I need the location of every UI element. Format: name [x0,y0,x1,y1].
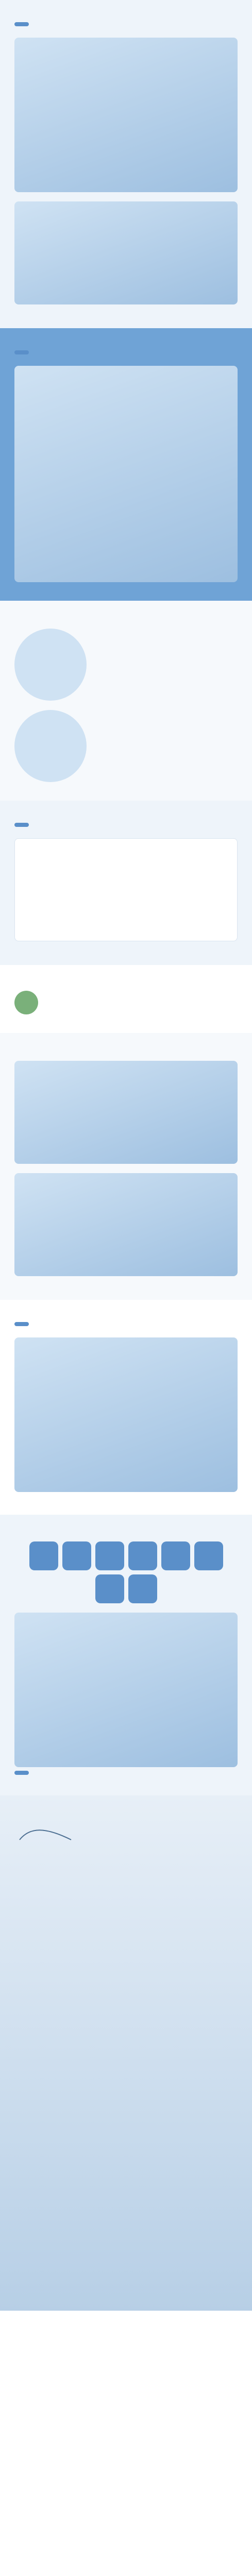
campaign-tile [128,1541,157,1570]
point-badge [14,823,29,827]
product-photo [14,38,238,192]
test-result-chart [14,838,238,941]
check-badge [14,1322,29,1326]
campaign-tile [29,1541,58,1570]
campaign-section [0,1515,252,1795]
vegan-badge-icon [14,991,38,1014]
point-3-section [0,0,252,328]
texture-photo-2 [14,1173,238,1276]
container-photo [14,1337,238,1492]
campaign-tile [194,1541,223,1570]
campaign-tile [95,1541,124,1570]
point-badge [14,22,29,26]
campaign-tile [62,1541,91,1570]
point-badge [14,350,29,354]
step-image [14,710,87,782]
ingredients-section [0,965,252,1033]
texture-section [0,1033,252,1300]
brand-logo-icon [14,1824,76,1845]
brand-visual-section [0,1795,252,2311]
step-image [14,629,87,701]
check-section [0,1300,252,1515]
campaign-tile [161,1541,190,1570]
comparison-photo [14,201,238,304]
product-lineup-photo [14,1613,238,1767]
campaign-pill [14,1771,29,1775]
texture-photo [14,1061,238,1164]
point-5-section [0,801,252,965]
campaign-tiles [14,1541,238,1603]
point-4-steps [0,601,252,801]
step-row [14,629,238,701]
point-4-section [0,328,252,601]
campaign-tile [128,1574,157,1603]
usage-photo [14,366,238,582]
campaign-tile [95,1574,124,1603]
step-row [14,710,238,782]
